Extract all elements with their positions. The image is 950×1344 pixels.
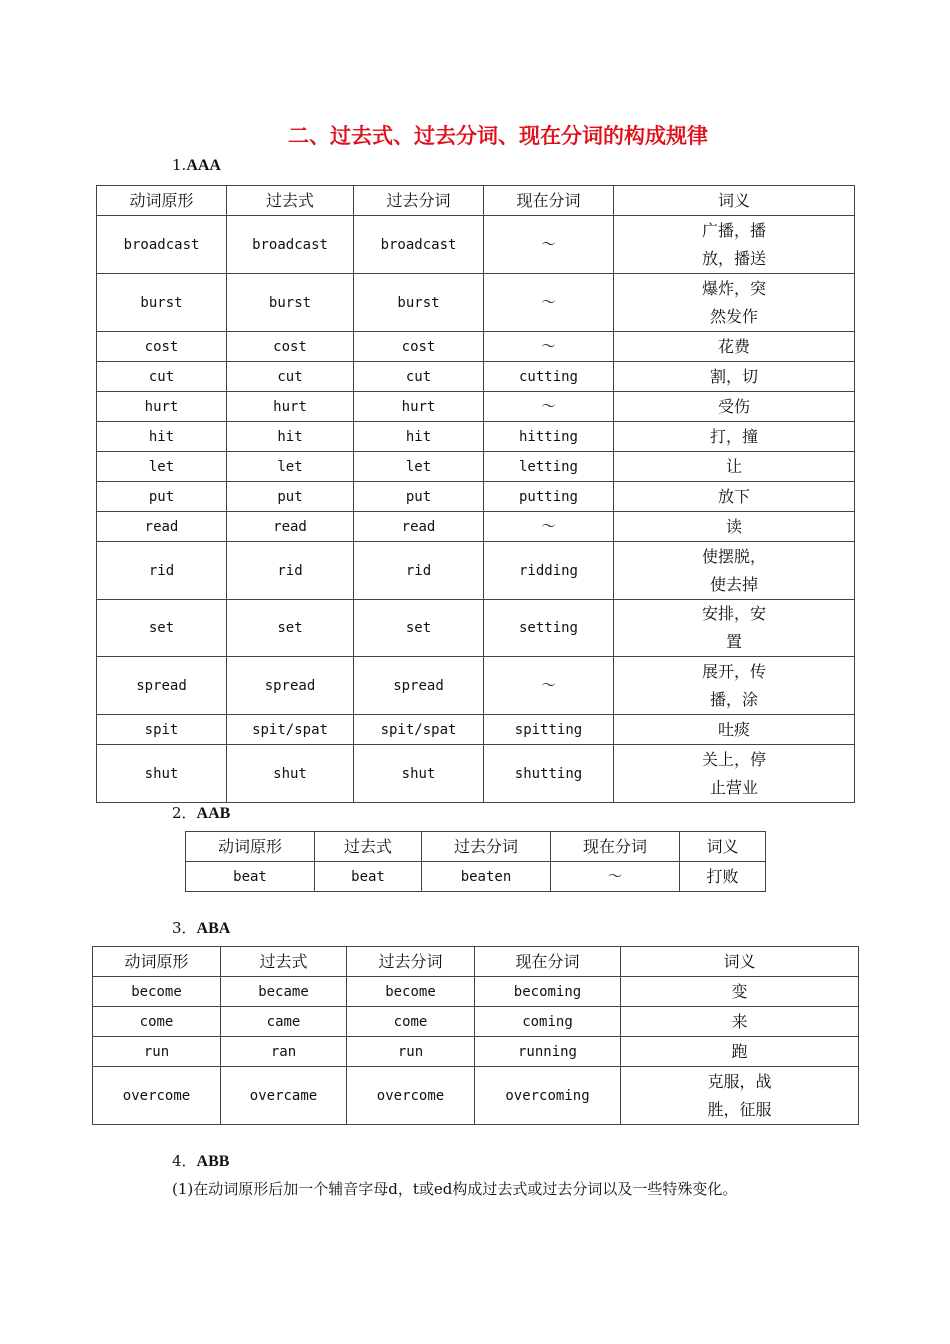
past-tense-cell: cut xyxy=(227,362,354,392)
column-header: 过去分词 xyxy=(354,186,484,216)
past-tense-cell: broadcast xyxy=(227,216,354,274)
meaning-cell xyxy=(680,862,766,892)
base-form-cell: run xyxy=(93,1037,221,1067)
present-participle-cell: hitting xyxy=(484,422,614,452)
present-participle-cell: becoming xyxy=(475,977,621,1007)
meaning-cell xyxy=(614,332,855,362)
base-form-cell: let xyxy=(97,452,227,482)
meaning-cell xyxy=(614,392,855,422)
table-header-row xyxy=(93,947,859,977)
past-participle-cell: set xyxy=(354,600,484,657)
section-heading-aba: 3．ABA xyxy=(172,919,231,937)
meaning-cell xyxy=(614,542,855,600)
meaning-text: 变 xyxy=(731,981,748,1001)
present-participle-cell: ridding xyxy=(484,542,614,600)
past-participle-cell: cut xyxy=(354,362,484,392)
meaning-text: 花费 xyxy=(717,336,750,356)
past-participle-cell: read xyxy=(354,512,484,542)
past-participle-cell: overcome xyxy=(347,1067,475,1125)
meaning-cell xyxy=(614,274,855,332)
past-tense-cell: shut xyxy=(227,745,354,803)
present-participle-cell: setting xyxy=(484,600,614,657)
meaning-cell xyxy=(614,600,855,657)
past-participle-cell: spit/spat xyxy=(354,715,484,745)
past-participle-cell: put xyxy=(354,482,484,512)
meaning-text: 关上，停止营业 xyxy=(701,749,766,797)
table-header-row xyxy=(186,832,766,862)
past-tense-cell: read xyxy=(227,512,354,542)
table-row xyxy=(97,392,855,422)
column-header: 过去分词 xyxy=(422,832,551,862)
section-heading-aaa: 1.AAA xyxy=(172,156,221,174)
meaning-text: 割，切 xyxy=(709,366,758,386)
base-form-cell: cost xyxy=(97,332,227,362)
present-participle-cell: ～ xyxy=(484,392,614,422)
base-form-cell: put xyxy=(97,482,227,512)
aba-table xyxy=(92,946,859,1125)
meaning-text: 让 xyxy=(725,456,742,476)
column-header: 动词原形 xyxy=(186,832,315,862)
table-row xyxy=(93,1067,859,1125)
past-tense-cell: burst xyxy=(227,274,354,332)
meaning-cell xyxy=(614,216,855,274)
past-tense-cell: spread xyxy=(227,657,354,715)
meaning-text: 展开，传播，涂 xyxy=(701,661,766,709)
present-participle-cell: ～ xyxy=(551,862,680,892)
past-participle-cell: burst xyxy=(354,274,484,332)
meaning-cell xyxy=(621,977,859,1007)
past-tense-cell: let xyxy=(227,452,354,482)
past-participle-cell: rid xyxy=(354,542,484,600)
column-header: 动词原形 xyxy=(97,186,227,216)
past-participle-cell: hit xyxy=(354,422,484,452)
column-header: 现在分词 xyxy=(484,186,614,216)
past-participle-cell: beaten xyxy=(422,862,551,892)
past-participle-cell: cost xyxy=(354,332,484,362)
past-participle-cell: hurt xyxy=(354,392,484,422)
meaning-cell xyxy=(614,482,855,512)
table-row xyxy=(97,745,855,803)
abb-note: (1)在动词原形后加一个辅音字母d，t或ed构成过去式或过去分词以及一些特殊变化。 xyxy=(172,1180,738,1198)
column-header: 过去分词 xyxy=(347,947,475,977)
past-tense-cell: rid xyxy=(227,542,354,600)
present-participle-cell: coming xyxy=(475,1007,621,1037)
base-form-cell: rid xyxy=(97,542,227,600)
past-tense-cell: hit xyxy=(227,422,354,452)
past-participle-cell: become xyxy=(347,977,475,1007)
page-title: 二、过去式、过去分词、现在分词的构成规律 xyxy=(288,123,708,148)
meaning-cell xyxy=(614,715,855,745)
meaning-text: 安排，安置 xyxy=(701,604,766,651)
past-participle-cell: come xyxy=(347,1007,475,1037)
column-header: 过去式 xyxy=(221,947,347,977)
table-row xyxy=(93,977,859,1007)
table-row xyxy=(97,452,855,482)
base-form-cell: come xyxy=(93,1007,221,1037)
table-row xyxy=(97,422,855,452)
table-row xyxy=(97,657,855,715)
table-row xyxy=(93,1007,859,1037)
table-row xyxy=(97,274,855,332)
past-tense-cell: hurt xyxy=(227,392,354,422)
column-header: 词义 xyxy=(621,947,859,977)
base-form-cell: overcome xyxy=(93,1067,221,1125)
table-row xyxy=(97,600,855,657)
present-participle-cell: cutting xyxy=(484,362,614,392)
base-form-cell: shut xyxy=(97,745,227,803)
column-header: 词义 xyxy=(614,186,855,216)
base-form-cell: burst xyxy=(97,274,227,332)
past-tense-cell: overcame xyxy=(221,1067,347,1125)
meaning-cell xyxy=(614,745,855,803)
section-heading-aab: 2．AAB xyxy=(172,804,231,822)
table-row xyxy=(97,216,855,274)
meaning-cell xyxy=(621,1067,859,1125)
table-row xyxy=(97,542,855,600)
meaning-text: 放下 xyxy=(717,486,750,506)
meaning-text: 来 xyxy=(731,1011,748,1031)
base-form-cell: read xyxy=(97,512,227,542)
meaning-text: 受伤 xyxy=(717,396,750,416)
base-form-cell: cut xyxy=(97,362,227,392)
table-row xyxy=(186,862,766,892)
present-participle-cell: overcoming xyxy=(475,1067,621,1125)
base-form-cell: beat xyxy=(186,862,315,892)
meaning-text: 爆炸，突然发作 xyxy=(701,278,766,326)
present-participle-cell: shutting xyxy=(484,745,614,803)
base-form-cell: hit xyxy=(97,422,227,452)
past-tense-cell: beat xyxy=(315,862,422,892)
table-row xyxy=(97,362,855,392)
present-participle-cell: ～ xyxy=(484,657,614,715)
column-header: 过去式 xyxy=(227,186,354,216)
base-form-cell: become xyxy=(93,977,221,1007)
meaning-text: 克服，战胜，征服 xyxy=(707,1071,772,1119)
past-participle-cell: broadcast xyxy=(354,216,484,274)
meaning-text: 打，撞 xyxy=(709,426,758,446)
column-header: 现在分词 xyxy=(551,832,680,862)
past-tense-cell: put xyxy=(227,482,354,512)
meaning-cell xyxy=(614,452,855,482)
meaning-text: 读 xyxy=(725,516,742,536)
present-participle-cell: running xyxy=(475,1037,621,1067)
present-participle-cell: spitting xyxy=(484,715,614,745)
meaning-text: 使摆脱，使去掉 xyxy=(701,546,766,594)
aaa-table xyxy=(96,185,855,803)
table-row xyxy=(97,512,855,542)
base-form-cell: set xyxy=(97,600,227,657)
table-row xyxy=(97,482,855,512)
column-header: 动词原形 xyxy=(93,947,221,977)
meaning-text: 打败 xyxy=(706,866,739,886)
meaning-text: 吐痰 xyxy=(717,719,750,739)
past-participle-cell: spread xyxy=(354,657,484,715)
meaning-cell xyxy=(614,362,855,392)
column-header: 过去式 xyxy=(315,832,422,862)
meaning-text: 广播，播放，播送 xyxy=(701,220,766,268)
past-participle-cell: run xyxy=(347,1037,475,1067)
table-row xyxy=(97,332,855,362)
base-form-cell: spread xyxy=(97,657,227,715)
past-tense-cell: spit/spat xyxy=(227,715,354,745)
present-participle-cell: ～ xyxy=(484,512,614,542)
table-row xyxy=(93,1037,859,1067)
present-participle-cell: ～ xyxy=(484,332,614,362)
past-participle-cell: shut xyxy=(354,745,484,803)
meaning-cell xyxy=(621,1007,859,1037)
table-row xyxy=(97,715,855,745)
base-form-cell: hurt xyxy=(97,392,227,422)
present-participle-cell: ～ xyxy=(484,274,614,332)
meaning-cell xyxy=(614,422,855,452)
column-header: 现在分词 xyxy=(475,947,621,977)
past-tense-cell: cost xyxy=(227,332,354,362)
past-tense-cell: came xyxy=(221,1007,347,1037)
past-tense-cell: became xyxy=(221,977,347,1007)
present-participle-cell: putting xyxy=(484,482,614,512)
base-form-cell: spit xyxy=(97,715,227,745)
column-header: 词义 xyxy=(680,832,766,862)
section-heading-abb: 4．ABB xyxy=(172,1152,230,1170)
base-form-cell: broadcast xyxy=(97,216,227,274)
past-tense-cell: set xyxy=(227,600,354,657)
aab-table xyxy=(185,831,766,892)
meaning-cell xyxy=(614,512,855,542)
past-participle-cell: let xyxy=(354,452,484,482)
present-participle-cell: ～ xyxy=(484,216,614,274)
meaning-cell xyxy=(621,1037,859,1067)
present-participle-cell: letting xyxy=(484,452,614,482)
table-header-row xyxy=(97,186,855,216)
meaning-text: 跑 xyxy=(731,1041,748,1061)
past-tense-cell: ran xyxy=(221,1037,347,1067)
meaning-cell xyxy=(614,657,855,715)
